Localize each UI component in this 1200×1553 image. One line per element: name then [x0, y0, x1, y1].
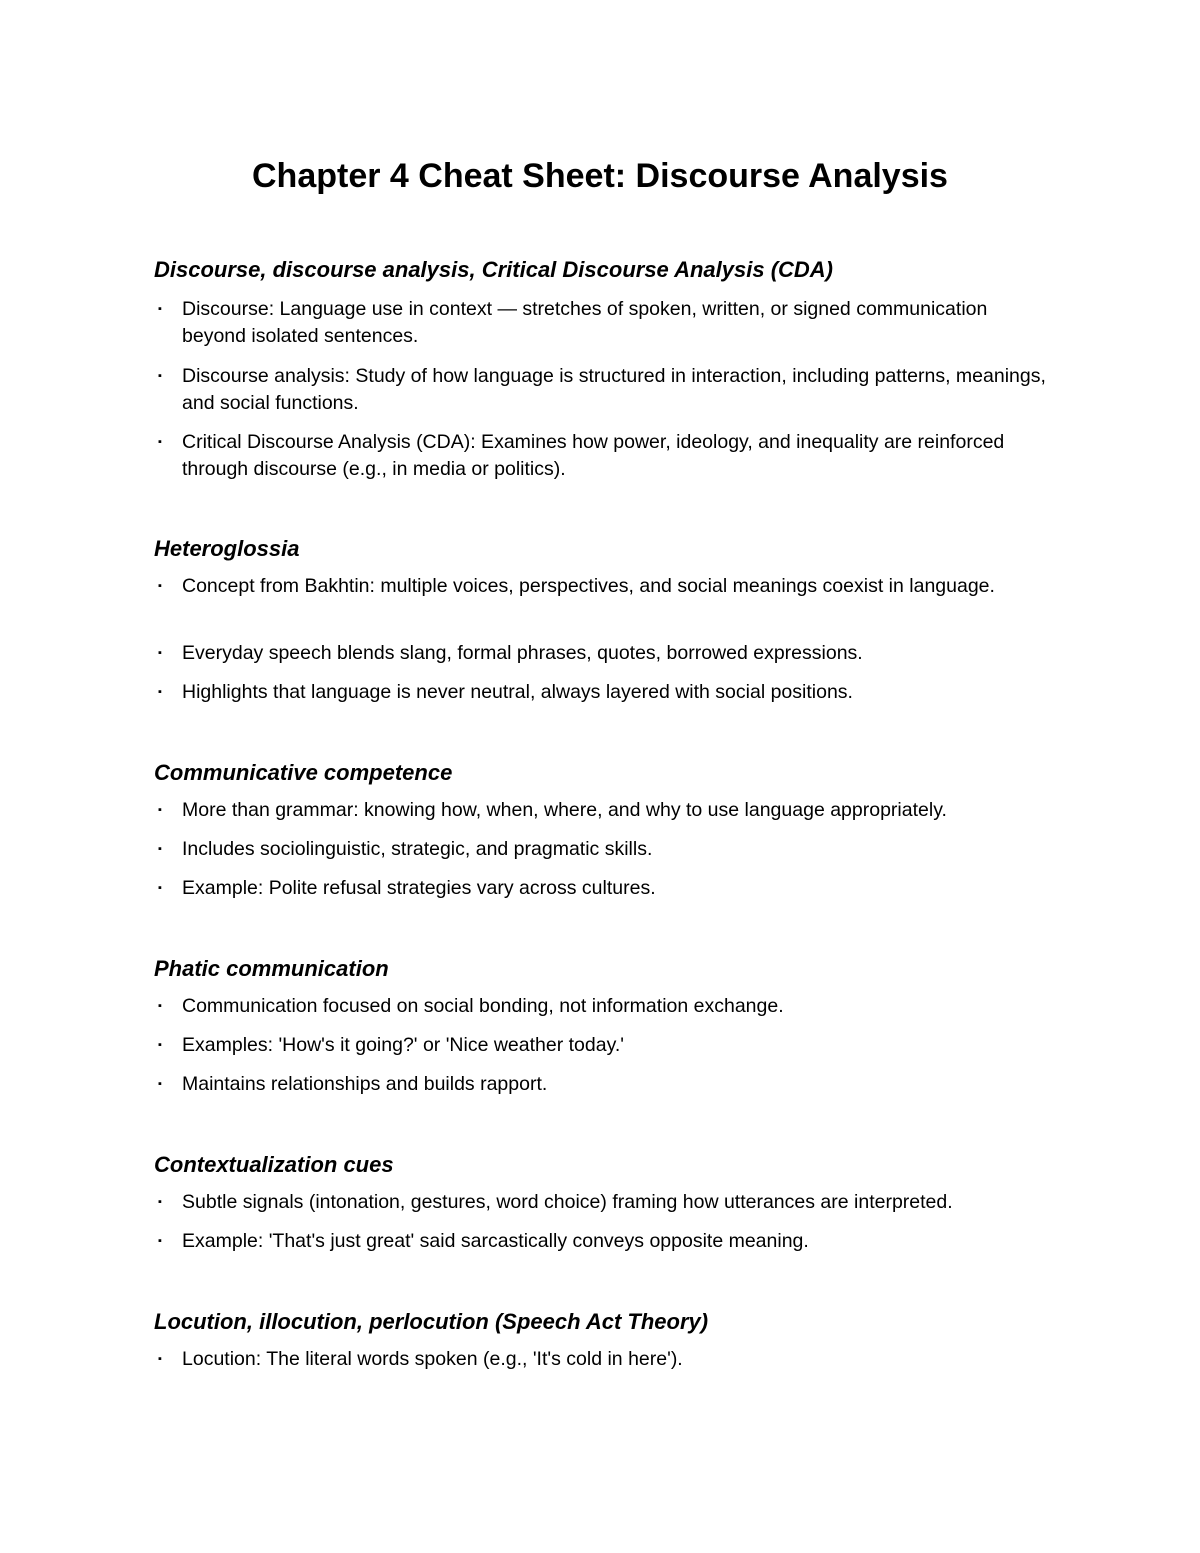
bullet-icon: ▪ [158, 1000, 162, 1012]
list-item-text: Maintains relationships and builds rapport. [182, 1073, 548, 1095]
list-item-text: Subtle signals (intonation, gestures, word choice) framing how utterances are interpreted. [182, 1191, 953, 1213]
list-item-text: Discourse: Language use in context — stretches of spoken, written, or signed communication beyond isolated sentences. [182, 298, 988, 347]
bullet-icon: ▪ [158, 1235, 162, 1247]
section-heading: Locution, illocution, perlocution (Speech Act Theory) [154, 1309, 709, 1334]
list-item-text: Everyday speech blends slang, formal phrases, quotes, borrowed expressions. [182, 642, 863, 664]
bullet-icon: ▪ [158, 686, 162, 698]
list-item-text: Example: Polite refusal strategies vary across cultures. [182, 877, 656, 899]
bullet-icon: ▪ [158, 1353, 162, 1365]
page-title: Chapter 4 Cheat Sheet: Discourse Analysis [252, 157, 948, 195]
bullet-icon: ▪ [158, 647, 162, 659]
list-item-text: Example: 'That's just great' said sarcastically conveys opposite meaning. [182, 1230, 809, 1252]
bullet-icon: ▪ [158, 1078, 162, 1090]
section-heading: Phatic communication [154, 956, 389, 981]
list-item-text: Critical Discourse Analysis (CDA): Examines how power, ideology, and inequality are reinforced through discourse (e.g., in media or politics). [182, 431, 1005, 480]
bullet-icon: ▪ [158, 1039, 162, 1051]
bullet-icon: ▪ [158, 303, 162, 315]
section-heading: Contextualization cues [154, 1152, 394, 1177]
section-heading: Heteroglossia [154, 536, 300, 561]
bullet-icon: ▪ [158, 882, 162, 894]
list-item-text: Communication focused on social bonding, not information exchange. [182, 995, 784, 1017]
bullet-icon: ▪ [158, 436, 162, 448]
list-item-text: More than grammar: knowing how, when, where, and why to use language appropriately. [182, 799, 947, 821]
list-item-text: Includes sociolinguistic, strategic, and pragmatic skills. [182, 838, 653, 860]
bullet-icon: ▪ [158, 370, 162, 382]
list-item-text: Examples: 'How's it going?' or 'Nice weather today.' [182, 1034, 625, 1056]
list-item-text: Locution: The literal words spoken (e.g., 'It's cold in here'). [182, 1348, 683, 1370]
bullet-icon: ▪ [158, 580, 162, 592]
section-heading: Communicative competence [154, 760, 453, 785]
list-item-text: Discourse analysis: Study of how language is structured in interaction, including patterns, meanings, and social functions. [182, 365, 1046, 414]
bullet-icon: ▪ [158, 804, 162, 816]
bullet-icon: ▪ [158, 843, 162, 855]
list-item-text: Highlights that language is never neutral, always layered with social positions. [182, 681, 853, 703]
section-heading: Discourse, discourse analysis, Critical Discourse Analysis (CDA) [154, 257, 834, 282]
list-item-text: Concept from Bakhtin: multiple voices, perspectives, and social meanings coexist in language. [182, 575, 995, 597]
bullet-icon: ▪ [158, 1196, 162, 1208]
